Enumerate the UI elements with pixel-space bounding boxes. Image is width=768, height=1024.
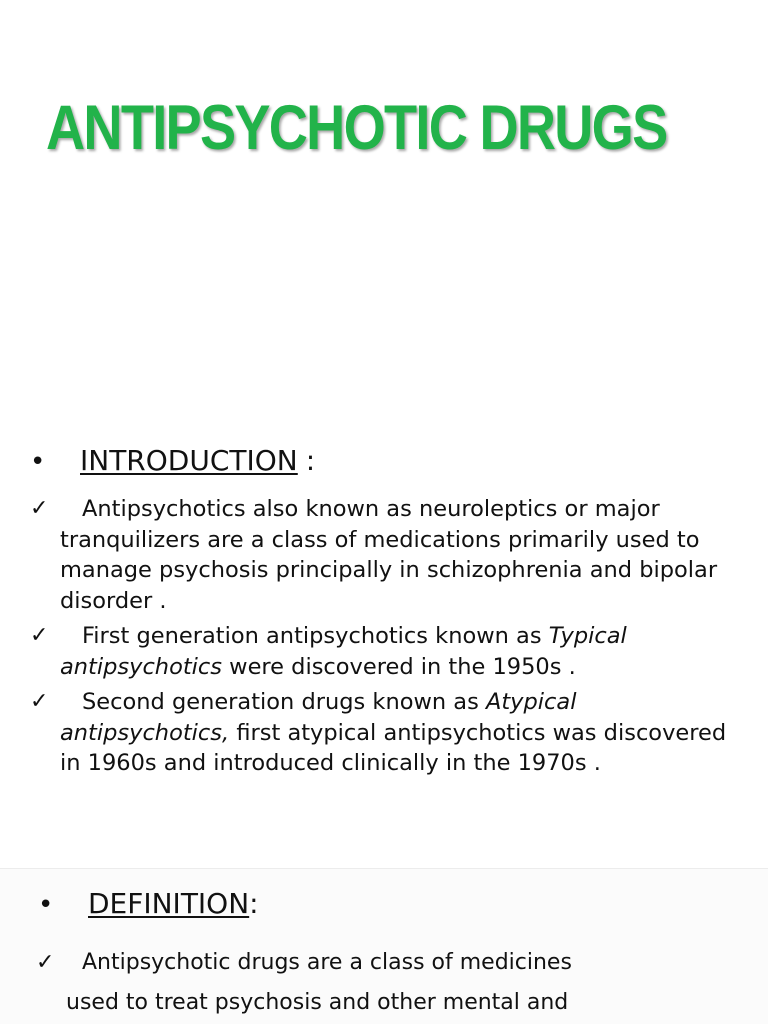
item-text-italic: Atypical antipsychotics, [60, 689, 577, 746]
introduction-list [30, 494, 748, 784]
item-text-line1: Second generation drugs known as [82, 689, 486, 715]
list-item [36, 943, 748, 1023]
definition-heading-colon: : [249, 887, 259, 920]
item-text-line1: First generation antipsychotics known as [82, 623, 542, 649]
definition-list [36, 943, 748, 1024]
item-text-line1: Antipsychotics also known as neuroleptics or [82, 496, 588, 522]
list-item [30, 687, 748, 779]
definition-heading-row [38, 887, 259, 920]
item-text-rest: major tranquilizers are a class of medications primarily used to manage psychosis principally in schizophrenia and bipolar disorder . [60, 496, 718, 614]
check-icon: ✓ [30, 689, 49, 714]
bullet-icon: • [38, 890, 54, 920]
item-text-rest: used to treat psychosis and other mental and [66, 990, 569, 1015]
definition-section [0, 868, 768, 1024]
introduction-heading-colon: : [305, 444, 316, 477]
check-icon: ✓ [36, 950, 55, 975]
list-item [30, 621, 748, 682]
item-text-rest: were discovered in the 1950s . [222, 653, 576, 680]
introduction-section [0, 430, 768, 866]
introduction-heading-row [30, 444, 315, 477]
bullet-icon: • [30, 447, 46, 477]
title-slide [0, 0, 768, 420]
check-icon: ✓ [30, 623, 49, 648]
item-text-rest: first atypical antipsychotics was discovered in 1960s and introduced clinically in the 1970s . [60, 719, 727, 776]
definition-heading: DEFINITION [88, 887, 250, 920]
list-item [30, 494, 748, 616]
check-icon: ✓ [30, 496, 49, 521]
introduction-heading: INTRODUCTION [80, 444, 298, 477]
page-title: ANTIPSYCHOTIC DRUGS [46, 93, 667, 163]
item-text-italic: Typical antipsychotics [60, 623, 627, 680]
item-text-line1: Antipsychotic drugs are a class of medicines [82, 950, 572, 975]
